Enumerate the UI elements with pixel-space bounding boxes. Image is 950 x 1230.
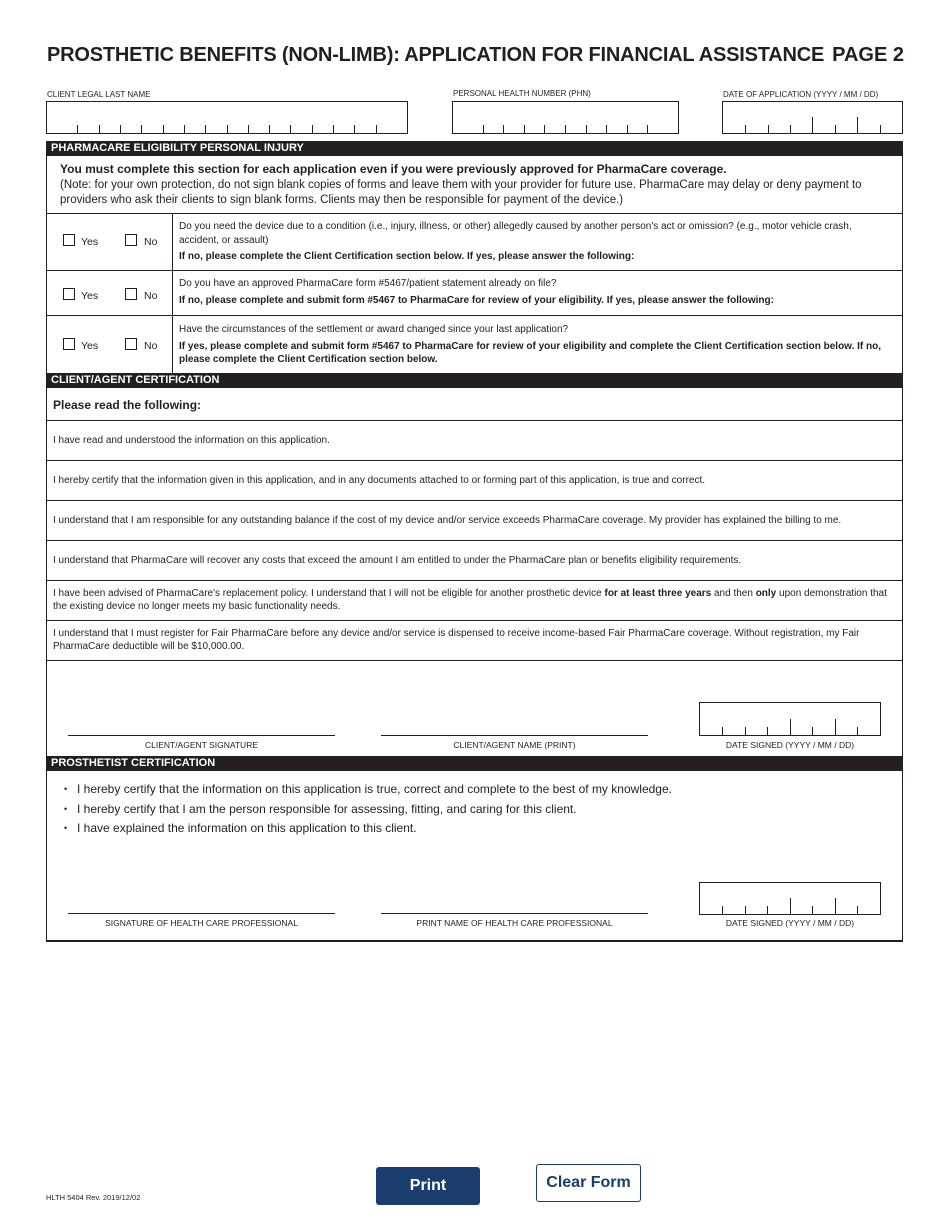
date-of-application-label: DATE OF APPLICATION (YYYY / MM / DD) bbox=[723, 90, 879, 99]
last-name-label: CLIENT LEGAL LAST NAME bbox=[47, 90, 151, 99]
date-of-application-field[interactable] bbox=[722, 101, 903, 134]
cert-statement-replacement: I have been advised of PharmaCare's replacement policy. I understand that I will not be eligible for another prosthetic device for at least three years and then only upon demonstration that the existing device no longer meets my basic functionality needs. bbox=[46, 580, 903, 620]
professional-name-line[interactable] bbox=[381, 913, 648, 914]
client-date-signed-label: DATE SIGNED (YYYY / MM / DD) bbox=[725, 740, 855, 750]
phn-label: PERSONAL HEALTH NUMBER (PHN) bbox=[453, 89, 591, 98]
question-row bbox=[46, 315, 903, 373]
cert-statement: I have read and understood the information on this application. bbox=[46, 420, 903, 460]
eligibility-intro-bold: You must complete this section for each application even if you were previously approved for PharmaCare coverage. bbox=[60, 162, 727, 176]
prosthetist-cert-heading: PROSTHETIST CERTIFICATION bbox=[46, 756, 903, 771]
phn-field[interactable] bbox=[452, 101, 679, 134]
q3-text: Have the circumstances of the settlement or award changed since your last application? bbox=[179, 324, 569, 335]
q2-instruction: If no, please complete and submit form #5467 to PharmaCare for review of your eligibility. If yes, please answer the following: bbox=[179, 294, 774, 306]
please-read-heading: Please read the following: bbox=[53, 398, 202, 412]
q2-no-label: No bbox=[144, 290, 158, 302]
cert-statement: I hereby certify that the information given in this application, and in any documents attached to or forming part of this application, is true and correct. bbox=[46, 460, 903, 500]
yes-no-cell bbox=[46, 316, 173, 373]
q3-no-label: No bbox=[144, 340, 158, 352]
q1-instruction: If no, please complete the Client Certification section below. If yes, please answer the following: bbox=[179, 251, 635, 262]
client-name-label: CLIENT/AGENT NAME (PRINT) bbox=[453, 740, 576, 750]
professional-signature-line[interactable] bbox=[68, 913, 335, 914]
cert-statement: I understand that I am responsible for any outstanding balance if the cost of my device and/or service exceeds PharmaCare coverage. My provider has explained the billing to me. bbox=[46, 500, 903, 540]
client-name-line[interactable] bbox=[381, 735, 648, 736]
yes-no-cell bbox=[46, 214, 173, 270]
eligibility-heading: PHARMACARE ELIGIBILITY PERSONAL INJURY bbox=[46, 141, 903, 156]
cert-statement: I understand that PharmaCare will recover any costs that exceed the amount I am entitled to under the PharmaCare plan or benefits eligibility requirements. bbox=[46, 540, 903, 580]
list-item: • I hereby certify that I am the person responsible for assessing, fitting, and caring for this client. bbox=[64, 800, 672, 820]
professional-date-signed-field[interactable] bbox=[699, 882, 881, 915]
client-cert-heading: CLIENT/AGENT CERTIFICATION bbox=[46, 373, 903, 388]
clear-form-button[interactable]: Clear Form bbox=[536, 1164, 641, 1202]
print-button[interactable]: Print bbox=[376, 1167, 480, 1205]
list-item: • I hereby certify that the information on this application is true, correct and complete to the best of my knowledge. bbox=[64, 780, 672, 800]
q1-text: Do you need the device due to a condition (i.e., injury, illness, or other) allegedly caused by another person's act or omission? (e.g., motor vehicle crash, accident, or assault) bbox=[179, 221, 852, 246]
client-signature-label: CLIENT/AGENT SIGNATURE bbox=[144, 740, 259, 750]
q1-yes-checkbox[interactable] bbox=[63, 234, 75, 246]
q3-instruction: If yes, please complete and submit form #5467 to PharmaCare for review of your eligibility and complete the Client Certification section below. If no, please complete the Client Certification section below. bbox=[179, 340, 882, 365]
client-date-signed-field[interactable] bbox=[699, 702, 881, 736]
divider bbox=[46, 660, 903, 661]
professional-date-signed-label: DATE SIGNED (YYYY / MM / DD) bbox=[725, 918, 855, 928]
q2-yes-checkbox[interactable] bbox=[63, 288, 75, 300]
professional-name-label: PRINT NAME OF HEALTH CARE PROFESSIONAL bbox=[416, 918, 613, 928]
client-signature-line[interactable] bbox=[68, 735, 335, 736]
question-row bbox=[46, 270, 903, 315]
q1-no-checkbox[interactable] bbox=[125, 234, 137, 246]
q1-yes-label: Yes bbox=[81, 236, 99, 248]
last-name-field[interactable] bbox=[46, 101, 408, 134]
q3-yes-checkbox[interactable] bbox=[63, 338, 75, 350]
q2-text: Do you have an approved PharmaCare form #5467/patient statement already on file? bbox=[179, 278, 557, 289]
professional-signature-label: SIGNATURE OF HEALTH CARE PROFESSIONAL bbox=[105, 918, 298, 928]
yes-no-cell bbox=[46, 271, 173, 315]
q3-yes-label: Yes bbox=[81, 340, 99, 352]
form-title: PROSTHETIC BENEFITS (NON-LIMB): APPLICATION FOR FINANCIAL ASSISTANCE bbox=[47, 44, 825, 66]
question-row bbox=[46, 213, 903, 270]
page-number: PAGE 2 bbox=[832, 44, 904, 66]
list-item: • I have explained the information on this application to this client. bbox=[64, 819, 672, 839]
form-id: HLTH 5404 Rev. 2019/12/02 bbox=[46, 1193, 141, 1202]
eligibility-intro-note: (Note: for your own protection, do not sign blank copies of forms and leave them with your provider for future use. PharmaCare may delay or deny payment to providers who ask their clients to sign blank forms. Clients may then be responsible for payment of the device.) bbox=[60, 179, 862, 206]
q1-no-label: No bbox=[144, 236, 158, 248]
q3-no-checkbox[interactable] bbox=[125, 338, 137, 350]
cert-statement: I understand that I must register for Fair PharmaCare before any device and/or service is dispensed to receive income-based Fair PharmaCare coverage. Without registration, my Fair PharmaCare deductible will be $10,000.00. bbox=[46, 620, 903, 660]
eligibility-intro bbox=[60, 162, 890, 208]
q2-no-checkbox[interactable] bbox=[125, 288, 137, 300]
prosthetist-cert-list bbox=[64, 780, 672, 839]
q2-yes-label: Yes bbox=[81, 290, 99, 302]
